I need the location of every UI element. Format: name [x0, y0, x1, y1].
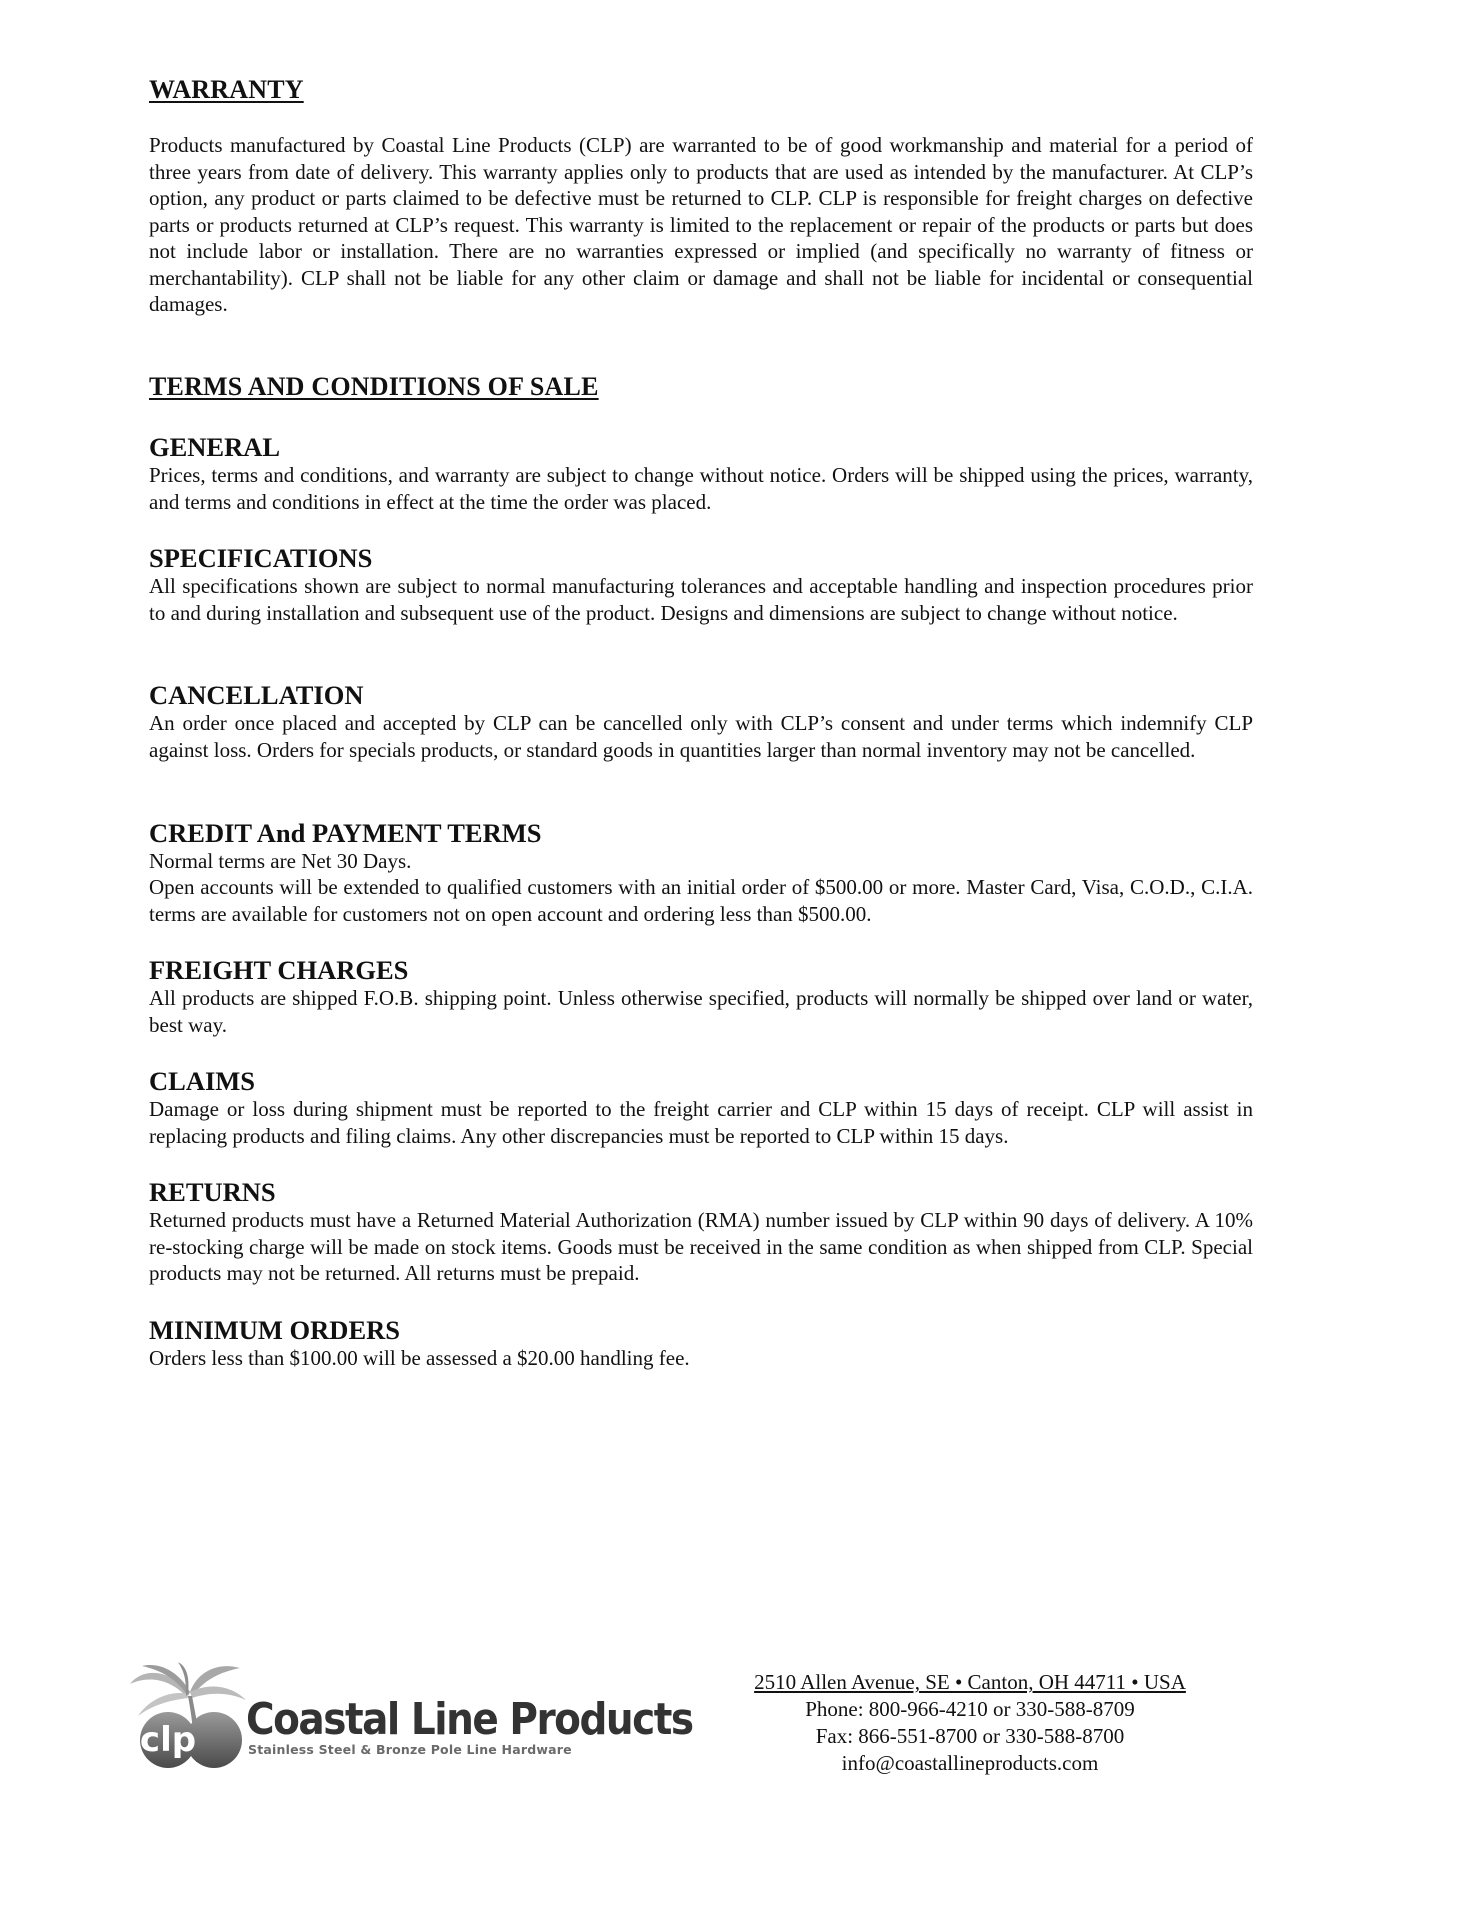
section-body: All products are shipped F.O.B. shipping point. Unless otherwise specified, products will normally be shipped over land or water, best way. [149, 986, 1253, 1037]
section-body: Prices, terms and conditions, and warranty are subject to change without notice. Orders will be shipped using the prices, warranty, and terms and conditions in effect at the time the order was placed. [149, 463, 1253, 514]
section-title: MINIMUM ORDERS [149, 1315, 400, 1345]
company-logo [128, 1662, 693, 1772]
terms-heading: TERMS AND CONDITIONS OF SALE [149, 372, 599, 401]
section-title: FREIGHT CHARGES [149, 955, 409, 985]
logo-company-name: Coastal Line Products [246, 1695, 693, 1746]
section-body: Open accounts will be extended to qualified customers with an initial order of $500.00 or more. Master Card, Visa, C.O.D., C.I.A. terms are available for customers not on open account and ordering less than $500.00. [149, 875, 1253, 926]
company-fax: Fax: 866-551-8700 or 330-588-8700 [815, 1724, 1125, 1748]
section-title: CREDIT And PAYMENT TERMS [149, 818, 542, 848]
company-address: 2510 Allen Avenue, SE • Canton, OH 44711 • USA [754, 1670, 1186, 1694]
palm-tree-logo-icon [128, 1662, 248, 1772]
section-body-line: Normal terms are Net 30 Days. [149, 849, 412, 873]
contact-block [700, 1669, 1240, 1777]
company-email[interactable]: info@coastallineproducts.com [841, 1751, 1099, 1775]
section-body: Orders less than $100.00 will be assessed a $20.00 handling fee. [149, 1346, 690, 1370]
section-title: CLAIMS [149, 1066, 256, 1096]
section-body: Returned products must have a Returned Material Authorization (RMA) number issued by CLP within 90 days of delivery. A 10% re-stocking charge will be made on stock items. Goods must be received in the same condition as when shipped from CLP. Special products may not be returned. All returns must be prepaid. [149, 1208, 1253, 1285]
logo-tagline: Stainless Steel & Bronze Pole Line Hardware [248, 1742, 572, 1757]
logo-mark-text: clp [139, 1720, 197, 1760]
warranty-heading: WARRANTY [149, 75, 304, 104]
warranty-body: Products manufactured by Coastal Line Products (CLP) are warranted to be of good workmanship and material for a period of three years from date of delivery. This warranty applies only to products that are used as intended by the manufacturer. At CLP’s option, any product or parts claimed to be defective must be returned to CLP. CLP is responsible for freight charges on defective parts or products returned at CLP’s request. This warranty is limited to the replacement or repair of the products or parts but does not include labor or installation. There are no warranties expressed or implied (and specifically no warranty of fitness or merchantability). CLP shall not be liable for any other claim or damage and shall not be liable for incidental or consequential damages. [149, 133, 1253, 316]
section-title: SPECIFICATIONS [149, 543, 373, 573]
section-body: All specifications shown are subject to normal manufacturing tolerances and acceptable handling and inspection procedures prior to and during installation and subsequent use of the product. Designs and dimensions are subject to change without notice. [149, 574, 1253, 625]
section-body: Damage or loss during shipment must be reported to the freight carrier and CLP within 15 days of receipt. CLP will assist in replacing products and filing claims. Any other discrepancies must be reported to CLP within 15 days. [149, 1097, 1253, 1148]
section-title: GENERAL [149, 432, 281, 462]
company-phone: Phone: 800-966-4210 or 330-588-8709 [805, 1697, 1135, 1721]
section-body: An order once placed and accepted by CLP can be cancelled only with CLP’s consent and under terms which indemnify CLP against loss. Orders for specials products, or standard goods in quantities larger than normal inventory may not be cancelled. [149, 711, 1253, 762]
section-title: RETURNS [149, 1177, 276, 1207]
section-title: CANCELLATION [149, 680, 364, 710]
